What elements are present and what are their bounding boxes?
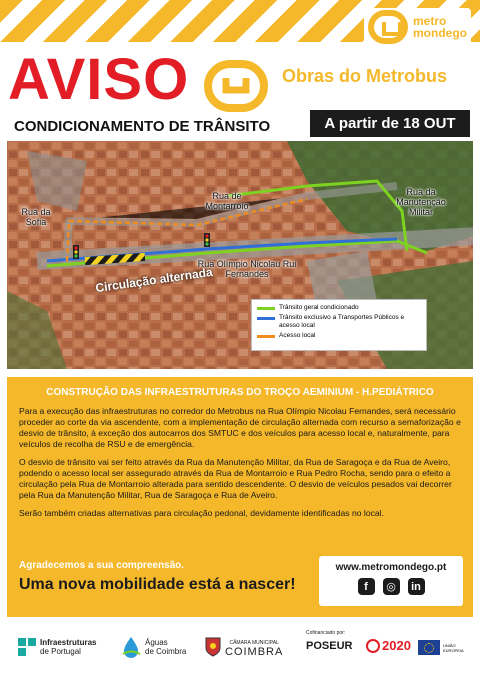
logo-text-line1: metro: [413, 14, 447, 28]
metro-mondego-logo-icon: [368, 10, 408, 44]
legend-label: Acesso local: [279, 332, 316, 339]
aguas-de-coimbra-logo: [120, 636, 186, 658]
legend-swatch-green: [257, 307, 275, 310]
eu-text: UNIÃO EUROPEIA: [443, 642, 464, 653]
aguas-name-line1: Águas: [145, 638, 168, 647]
legend-swatch-blue: [257, 317, 275, 320]
panel-title: CONSTRUÇÃO DAS INFRAESTRUTURAS DO TROÇO AEMINIUM - H.PEDIÁTRICO: [46, 387, 434, 398]
coat-of-arms-icon: [204, 636, 222, 658]
legend-label: Trânsito exclusivo a Transportes Públicos e acesso local: [279, 314, 405, 329]
map-label-rua-de-montarroio: Rua de Montarroio: [205, 191, 249, 211]
portugal-2020-text: 2020: [382, 638, 411, 653]
social-links: [319, 578, 463, 595]
legend-item-general: [257, 304, 421, 312]
info-panel: [7, 377, 473, 617]
panel-paragraph-2: O desvio de trânsito vai ser feito através da Rua da Manutenção Militar, da Rua de Saragoça e da Rua de Aveiro, podendo o acesso local ser assegurado através da Rua de Montarroio e Rua Pedro Rocha, sendo para o efeito a circulação pela Rua de Montarroio alterada para sentido descendente. O desvio de veículos pesados vai decorrer pela Rua da Manutenção Militar, Rua de Saragoça e Rua de Aveiro.: [19, 457, 452, 500]
instagram-icon[interactable]: ◎: [383, 578, 400, 595]
metrobus-logo-icon: [204, 60, 268, 112]
panel-paragraph-1: Para a execução das infraestruturas no corredor do Metrobus na Rua Olímpio Nicolau Fernandes, será necessário proceder ao corte da via ascendente, com a implementação de circulação alternada com recurso a semaforização e desvio de trânsito, à exceção dos autocarros dos SMTUC e dos veículos para acesso local e, naturalmente, para veículos de recolha de RSU e de emergência.: [19, 406, 461, 449]
slogan-text: Uma nova mobilidade está a nascer!: [19, 576, 296, 593]
linkedin-icon[interactable]: in: [408, 578, 425, 595]
portugal-2020-icon: [366, 639, 380, 653]
legend-swatch-orange: [257, 335, 275, 338]
ip-name-line2: de Portugal: [40, 647, 81, 656]
aguas-name-line2: de Coimbra: [145, 647, 187, 656]
logo-text-line2: mondego: [413, 26, 467, 40]
eu-flag-icon: [418, 640, 440, 655]
ip-name-line1: Infraestruturas: [40, 638, 97, 647]
infraestruturas-de-portugal-logo: [18, 638, 96, 656]
start-date-badge: A partir de 18 OUT: [310, 110, 470, 137]
poseur-text: POSEUR: [306, 640, 353, 652]
map-label-rua-manutencao-militar: Rua da Manutenção Militar: [396, 187, 446, 217]
poseur-logo: [306, 640, 352, 652]
partner-logos-footer: [0, 626, 480, 681]
cm-name-line2: COIMBRA: [225, 646, 284, 658]
legend-item-public-transport: [257, 314, 421, 330]
thanks-row: [19, 560, 461, 608]
traffic-restriction-heading: CONDICIONAMENTO DE TRÂNSITO: [14, 118, 271, 135]
website-link[interactable]: www.metromondego.pt: [335, 562, 447, 573]
map-legend: [251, 299, 427, 351]
cofinanced-label: Cofinanciado por:: [306, 630, 346, 636]
alternating-traffic-label: Circulação alternada: [94, 264, 214, 296]
european-union-logo: [418, 640, 471, 655]
map-label-rua-da-sofia: Rua da Sofia: [21, 207, 51, 227]
notice-title: AVISO: [8, 47, 190, 112]
cm-name-line1: CÂMARA MUNICIPAL: [229, 640, 279, 646]
legend-item-local-access: [257, 332, 421, 340]
legend-label: Trânsito geral condicionado: [279, 304, 359, 311]
metrobus-works-heading: Obras do Metrobus: [282, 66, 448, 86]
contact-box: [319, 556, 463, 606]
panel-paragraph-3: Serão também criadas alternativas para circulação pedonal, devidamente identificadas no local.: [19, 508, 384, 518]
water-drop-icon: [120, 636, 142, 658]
map-label-rua-olimpio: Rua Olímpio Nicolau Rui Fernandes: [197, 259, 297, 279]
metro-mondego-logo[interactable]: [364, 8, 471, 46]
facebook-icon[interactable]: f: [358, 578, 375, 595]
aerial-map: [7, 141, 473, 369]
portugal-2020-logo: [366, 638, 411, 653]
camara-municipal-coimbra-logo: [204, 636, 283, 658]
ip-logo-icon: [18, 638, 36, 656]
thanks-text: Agradecemos a sua compreensão.: [19, 560, 185, 571]
